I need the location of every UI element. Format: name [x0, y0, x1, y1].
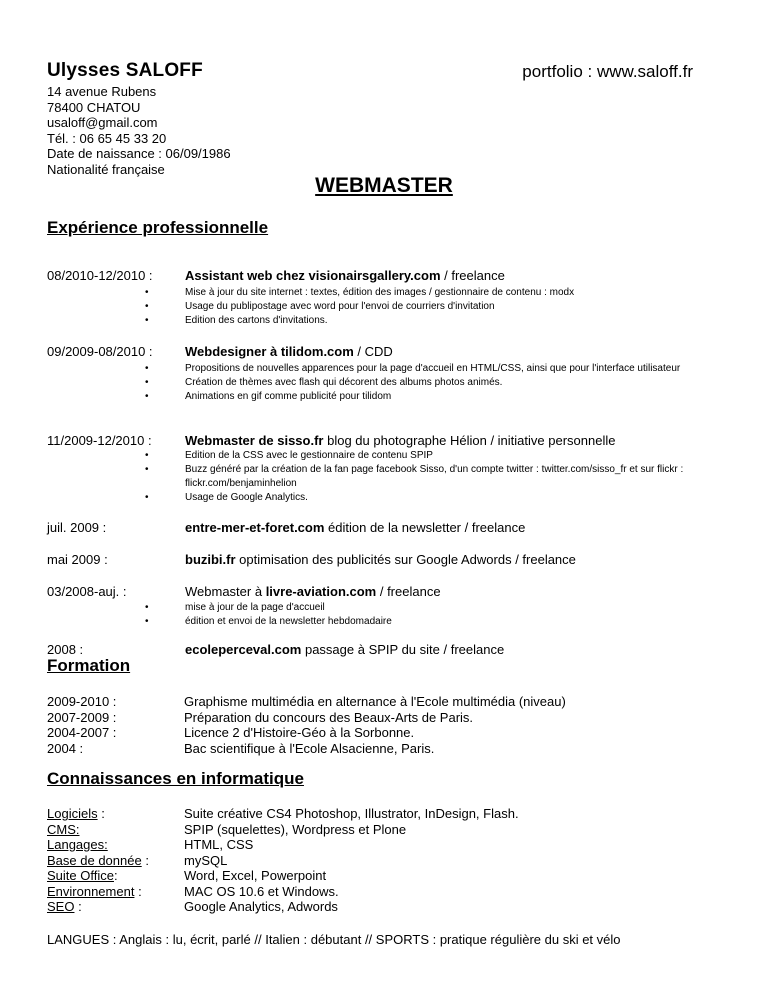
address-street: 14 avenue Rubens — [47, 84, 157, 99]
skill-label: Environnement : — [47, 883, 142, 899]
formation-text: Graphisme multimédia en alternance à l'Ecole multimédia (niveau) — [184, 694, 566, 709]
experience-date: 09/2009-08/2010 : — [47, 344, 153, 359]
experience-role: livre-aviation.com — [265, 584, 377, 599]
contact-block — [47, 84, 231, 178]
experience-date: juil. 2009 : — [47, 520, 107, 535]
bullet-item: • Edition de la CSS avec le gestionnaire de contenu SPIP — [185, 449, 725, 463]
formation-text: Préparation du concours des Beaux-Arts de Paris. — [184, 709, 474, 725]
experience-role: Webmaster de sisso.fr — [185, 433, 324, 448]
job-title: WEBMASTER — [315, 174, 453, 197]
experience-role: entre-mer-et-foret.com — [185, 520, 325, 535]
experience-heading: ecoleperceval.com passage à SPIP du site / freelance — [185, 642, 505, 657]
bullet-item: • Usage du publipostage avec word pour l'envoi de courriers d'invitation — [185, 300, 725, 314]
skill-label: Logiciels : — [47, 806, 105, 821]
experience-role: Webdesigner à tilidom.com — [185, 344, 354, 359]
skill-value: Google Analytics, Adwords — [184, 899, 338, 914]
languages-sports: LANGUES : Anglais : lu, écrit, parlé // Italien : débutant // SPORTS : pratique régulière du ski et vélo — [47, 932, 621, 947]
formation-date: 2004 : — [47, 740, 84, 756]
experience-bullets — [185, 601, 725, 629]
formation-date: 2009-2010 : — [47, 694, 117, 709]
experience-heading: entre-mer-et-foret.com édition de la newsletter / freelance — [185, 520, 526, 535]
experience-role: Assistant web chez visionairsgallery.com — [185, 268, 441, 283]
experience-bullets — [185, 286, 725, 328]
skill-label: Base de donnée : — [47, 852, 149, 868]
experience-heading: Webmaster à livre-aviation.com / freelance — [185, 584, 441, 599]
experience-date: 03/2008-auj. : — [47, 584, 127, 599]
experience-date: 2008 : — [47, 642, 84, 657]
experience-heading: Webdesigner à tilidom.com / CDD — [185, 344, 393, 359]
bullet-item: • édition et envoi de la newsletter hebdomadaire — [185, 615, 725, 629]
skill-label: Suite Office: — [47, 868, 118, 883]
bullet-item: • Mise à jour du site internet : textes, édition des images / gestionnaire de contenu : modx — [185, 286, 725, 300]
email[interactable]: usaloff@gmail.com — [47, 115, 158, 131]
nationality: Nationalité française — [47, 161, 165, 177]
experience-heading: Webmaster de sisso.fr blog du photographe Hélion / initiative personnelle — [185, 433, 616, 448]
candidate-name: Ulysses SALOFF — [47, 60, 203, 81]
phone: Tél. : 06 65 45 33 20 — [47, 130, 167, 146]
experience-bullets — [185, 362, 725, 404]
portfolio-link[interactable]: portfolio : www.saloff.fr — [522, 62, 693, 81]
experience-heading: Assistant web chez visionairsgallery.com / freelance — [185, 268, 505, 283]
experience-date: mai 2009 : — [47, 552, 108, 567]
skill-value: SPIP (squelettes), Wordpress et Plone — [184, 821, 407, 837]
skill-label: SEO : — [47, 899, 82, 914]
bullet-item: • Propositions de nouvelles apparences pour la page d'accueil en HTML/CSS, ainsi que pour l'interface utilisateur — [185, 362, 725, 376]
bullet-item: • Usage de Google Analytics. — [185, 491, 725, 505]
bullet-item: • Edition des cartons d'invitations. — [185, 314, 725, 328]
formation-text: Licence 2 d'Histoire-Géo à la Sorbonne. — [184, 725, 415, 740]
experience-heading: buzibi.fr optimisation des publicités sur Google Adwords / freelance — [185, 552, 576, 567]
experience-role: ecoleperceval.com — [185, 642, 302, 657]
bullet-item: • Animations en gif comme publicité pour tilidom — [185, 390, 725, 404]
section-title-informatique: Connaissances en informatique — [47, 769, 304, 788]
experience-date: 08/2010-12/2010 : — [47, 268, 153, 283]
section-title-experience: Expérience professionnelle — [47, 218, 269, 237]
skill-value: Suite créative CS4 Photoshop, Illustrator, InDesign, Flash. — [184, 806, 519, 821]
bullet-item: • Création de thèmes avec flash qui décorent des albums photos animés. — [185, 376, 725, 390]
skill-value: mySQL — [184, 852, 228, 868]
formation-date: 2004-2007 : — [47, 725, 117, 740]
formation-date: 2007-2009 : — [47, 709, 117, 725]
address-city: 78400 CHATOU — [47, 99, 141, 115]
skill-value: MAC OS 10.6 et Windows. — [184, 883, 339, 899]
skill-value: Word, Excel, Powerpoint — [184, 868, 327, 883]
bullet-item: • mise à jour de la page d'accueil — [185, 601, 725, 615]
formation-text: Bac scientifique à l'Ecole Alsacienne, Paris. — [184, 740, 435, 756]
bullet-item: • Buzz généré par la création de la fan page facebook Sisso, d'un compte twitter : twitter.com/sisso_fr et sur flickr : flickr.com/benjaminhelion — [185, 463, 725, 491]
skill-value: HTML, CSS — [184, 837, 254, 852]
skill-label: Langages: — [47, 837, 108, 852]
section-title-formation: Formation — [47, 656, 131, 675]
experience-date: 11/2009-12/2010 : — [47, 433, 152, 448]
experience-bullets — [185, 449, 725, 505]
experience-role: buzibi.fr — [185, 552, 236, 567]
skill-label: CMS: — [47, 821, 80, 837]
birth-date: Date de naissance : 06/09/1986 — [47, 146, 231, 162]
